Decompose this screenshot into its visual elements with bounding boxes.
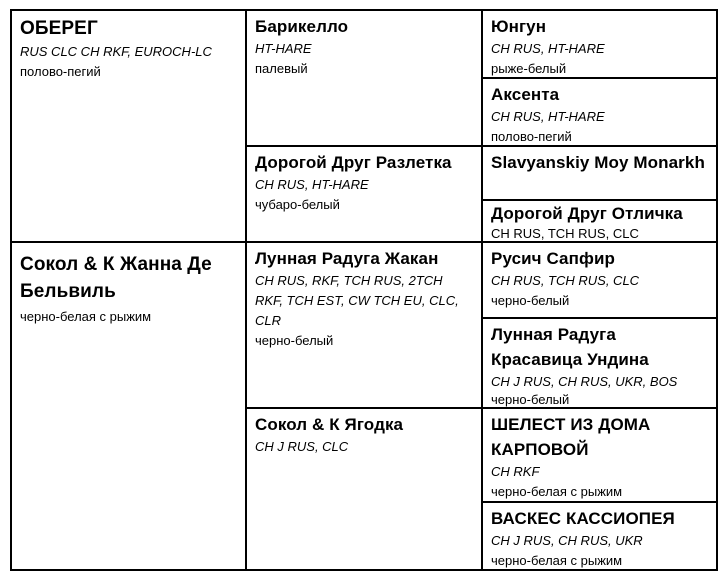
- sire-sire-dam-color: полово-пегий: [491, 129, 572, 144]
- dam-dam-titles: CH J RUS, CLC: [255, 439, 349, 454]
- dam-sire-dam-cell: [483, 319, 716, 407]
- dam-sire-color: черно-белый: [255, 333, 334, 348]
- dam-dam-dam-color: черно-белая с рыжим: [491, 553, 623, 568]
- dam-sire-sire-color: черно-белый: [491, 293, 570, 308]
- sire-sire-sire-cell: [483, 11, 716, 77]
- dam-sire-dam-titles: CH J RUS, CH RUS, UKR, BOS: [491, 374, 678, 389]
- sire-dam-sire-cell: [483, 147, 716, 199]
- dam-sire-sire-titles: CH RUS, TCH RUS, CLC: [491, 273, 640, 288]
- dam-dam-sire-cell: [483, 409, 716, 501]
- sire-sire-name: Барикелло: [255, 17, 349, 36]
- dam-dam-cell: [247, 409, 481, 569]
- dam-name: Сокол & К Жанна Де Бельвиль: [20, 254, 212, 302]
- sire-dam-name: Дорогой Друг Разлетка: [255, 153, 452, 172]
- dam-sire-dam-name: Лунная Радуга Красавица Ундина: [491, 325, 649, 369]
- sire-color: полово-пегий: [20, 64, 101, 79]
- dam-dam-dam-name: ВАСКЕС КАССИОПЕЯ: [491, 509, 675, 528]
- sire-titles: RUS CLC CH RKF, EUROCH-LC: [20, 44, 212, 59]
- sire-sire-dam-titles: CH RUS, HT-HARE: [491, 109, 605, 124]
- sire-dam-cell: [247, 147, 481, 241]
- pedigree-table: [10, 9, 718, 571]
- dam-dam-sire-titles: CH RKF: [491, 464, 540, 479]
- dam-sire-sire-name: Русич Сапфир: [491, 249, 615, 268]
- dam-dam-dam-cell: [483, 503, 716, 569]
- sire-cell: [12, 11, 245, 241]
- dam-color: черно-белая с рыжим: [20, 309, 152, 324]
- dam-cell: [12, 243, 245, 569]
- sire-sire-dam-cell: [483, 79, 716, 145]
- sire-sire-titles: HT-HARE: [255, 41, 312, 56]
- dam-sire-cell: [247, 243, 481, 407]
- sire-dam-titles: CH RUS, HT-HARE: [255, 177, 369, 192]
- sire-sire-dam-name: Аксента: [491, 85, 560, 104]
- sire-dam-color: чубаро-белый: [255, 197, 340, 212]
- sire-dam-dam-name: Дорогой Друг Отличка: [491, 204, 683, 223]
- dam-sire-name: Лунная Радуга Жакан: [255, 249, 439, 268]
- dam-dam-sire-color: черно-белая с рыжим: [491, 484, 623, 499]
- dam-sire-sire-cell: [483, 243, 716, 317]
- sire-sire-color: палевый: [255, 61, 308, 76]
- sire-dam-sire-name: Slavyanskiy Moy Monarkh: [491, 153, 705, 172]
- sire-name: ОБЕРЕГ: [20, 18, 98, 39]
- sire-dam-dam-titles: CH RUS, TCH RUS, CLC: [491, 226, 639, 241]
- dam-dam-name: Сокол & К Ягодка: [255, 415, 404, 434]
- dam-dam-sire-name: ШЕЛЕСТ ИЗ ДОМА КАРПОВОЙ: [491, 415, 651, 459]
- sire-sire-cell: [247, 11, 481, 145]
- dam-dam-dam-titles: CH J RUS, CH RUS, UKR: [491, 533, 643, 548]
- sire-dam-dam-cell: [483, 201, 716, 241]
- dam-sire-titles: CH RUS, RKF, TCH RUS, 2TCH RKF, TCH EST, CW TCH EU, CLC, CLR: [255, 273, 459, 328]
- sire-sire-sire-titles: CH RUS, HT-HARE: [491, 41, 605, 56]
- sire-sire-sire-color: рыже-белый: [491, 61, 567, 76]
- sire-sire-sire-name: Юнгун: [491, 17, 547, 36]
- dam-sire-dam-color: черно-белый: [491, 392, 570, 407]
